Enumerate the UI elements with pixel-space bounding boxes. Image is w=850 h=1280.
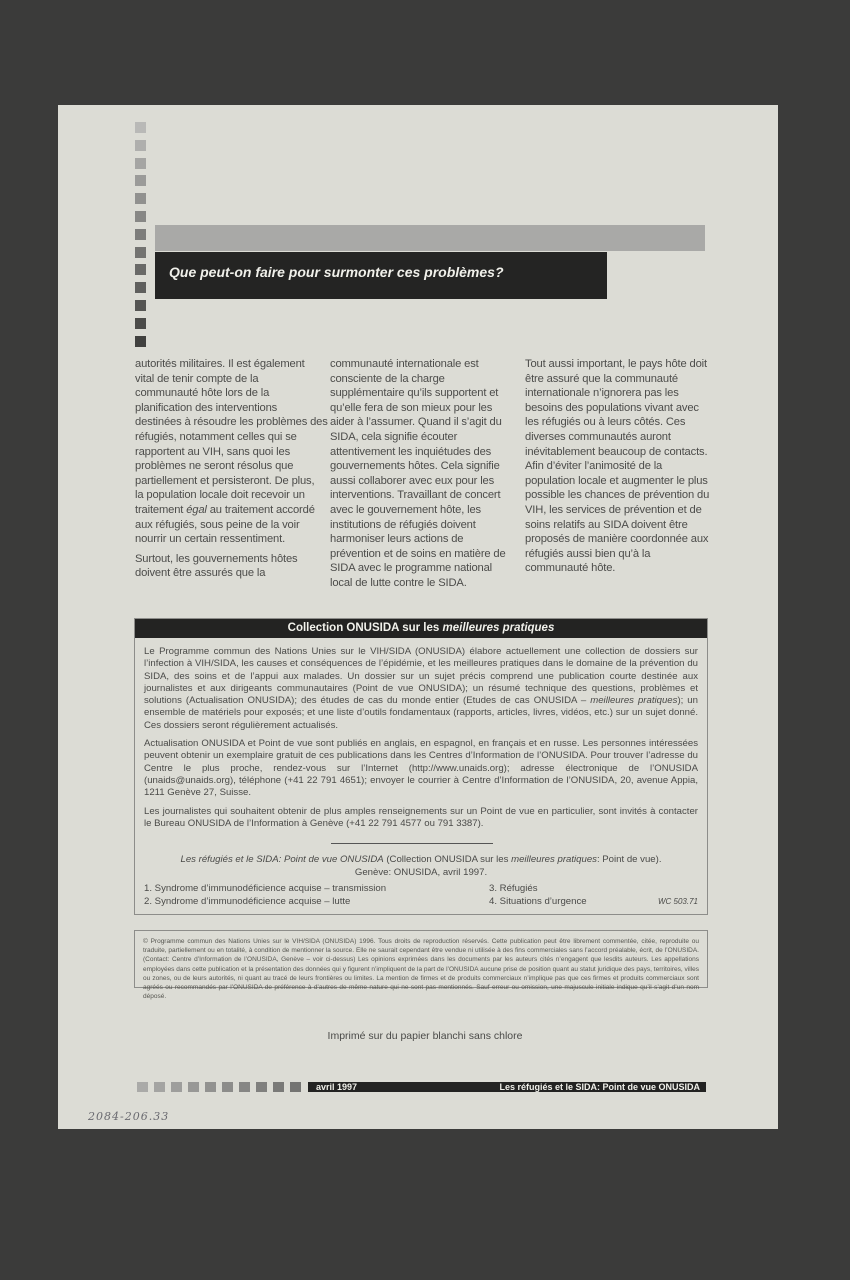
- text-line: diverses communautés auront: [525, 430, 671, 443]
- text-line: réfugiés, notamment celles qui se: [135, 430, 297, 443]
- text-line: SIDA, cela signifie écouter: [330, 430, 458, 443]
- decorative-square: [135, 247, 146, 258]
- text-line: les réfugiés ou à leurs côtés. Ces: [525, 416, 686, 429]
- text-line: communauté internationale est: [330, 358, 479, 370]
- collection-paragraph-3: Les journalistes qui souhaitent obtenir de plus amples renseignements sur un Point de vue en particulier, sont invités à contacter le Bureau ONUSIDA de l’Information à Genève (+41 22 791 4577 ou 791 3387).: [144, 805, 698, 829]
- text-line: traitement égal au traitement accordé: [135, 503, 315, 516]
- text-line: vital de tenir compte de la: [135, 372, 259, 385]
- text-line: interventions. Travaillant de concert: [330, 489, 501, 502]
- text-line: aux réfugiés, sous peine de la voir: [135, 518, 300, 531]
- text-line: VIH, les services de prévention et de: [525, 503, 702, 516]
- text-line: Tout aussi important, le pays hôte doit: [525, 358, 707, 370]
- text-line: autorités militaires. Il est également: [135, 358, 305, 370]
- text-line: Surtout, les gouvernements hôtes: [135, 552, 298, 565]
- text-line: besoins des populations vivant avec: [525, 401, 699, 414]
- decorative-square: [135, 193, 146, 204]
- text-line: Afin d’éviter l’animosité de la: [525, 460, 663, 473]
- text-line: la population locale doit recevoir un: [135, 489, 305, 502]
- keyword-3: 3. Réfugiés: [489, 883, 538, 894]
- text-line: gouvernements hôtes. Cela signifie: [330, 460, 500, 473]
- decorative-square: [135, 300, 146, 311]
- text-line: qu’elle fera de son mieux pour les: [330, 401, 493, 414]
- decorative-square: [135, 282, 146, 293]
- decorative-square: [135, 264, 146, 275]
- text-line: avec le gouvernement hôte, les: [330, 503, 481, 516]
- text-line: partiellement et persisteront. De plus,: [135, 474, 315, 487]
- footer-bar: [308, 1082, 706, 1092]
- decorative-square: [188, 1082, 199, 1092]
- divider: [331, 843, 493, 844]
- decorative-square: [135, 318, 146, 329]
- decorative-square: [137, 1082, 148, 1092]
- keyword-2: 2. Syndrome d’immunodéficience acquise – lutte: [144, 896, 351, 907]
- text-line: consciente de la charge: [330, 372, 445, 385]
- text-line: soins relatifs au SIDA doivent être: [525, 518, 688, 531]
- text-line: inévitablement beaucoup de contacts.: [525, 445, 708, 458]
- decorative-square: [273, 1082, 284, 1092]
- text-line: doivent être assurés que la: [135, 567, 266, 580]
- collection-box: [134, 618, 708, 915]
- text-line: institutions de réfugiés doivent: [330, 518, 476, 531]
- text-line: aussi collaborer avec eux pour les: [330, 474, 495, 487]
- decorative-square: [135, 336, 146, 347]
- decorative-square: [290, 1082, 301, 1092]
- gray-header-bar: [155, 225, 705, 251]
- text-line: rapportent au VIH, sans quoi les: [135, 445, 291, 458]
- text-line: prévention et de soins en matière de: [330, 547, 506, 560]
- text-line: aider à l’assumer. Quand il s’agit du: [330, 416, 502, 429]
- collection-paragraph-2: Actualisation ONUSIDA et Point de vue sont publiés en anglais, en espagnol, en français et en russe. Les personnes intéressées peuvent obtenir un exemplaire gratuit de ces publications dans les Centres d’Information de l’ONUSIDA. Pour trouver l’adresse du Centre le plus proche, rendez-vous sur l’Internet (http://www.unaids.org); adresse électronique de l’ONUSIDA (unaids@unaids.org), téléphone (+41 22 791 4651); envoyer le courrier à Centre d’Information de l’ONUSIDA, 20, avenue Appia, 1211 Genève 27, Suisse.: [144, 738, 698, 799]
- text-line: planification des interventions: [135, 401, 278, 414]
- keyword-1: 1. Syndrome d’immunodéficience acquise – transmission: [144, 883, 387, 894]
- decorative-square: [154, 1082, 165, 1092]
- decorative-square: [135, 229, 146, 240]
- text-line: réfugiés aussi bien qu’à la: [525, 547, 651, 560]
- text-line: supplémentaire qu’ils supportent et: [330, 387, 499, 400]
- collection-paragraph-1: Le Programme commun des Nations Unies sur le VIH/SIDA (ONUSIDA) élabore actuellement une collection de dossiers sur l’infection à VIH/SIDA, les causes et conséquences de l’épidémie, et les meilleures pratiques dans le domaine de la prévention du SIDA, des soins et de l’appui aux malades. Un dossier sur un sujet précis comprend une publication courte destinée aux journalistes et aux dirigeants communautaires (Point de vue ONUSIDA); un résumé technique des questions, problèmes et solutions (Actualisation ONUSIDA); des études de cas du monde entier (Etudes de cas ONUSIDA – meilleures pratiques); un ensemble de matériels pour exposés; et une liste d’outils fondamentaux (rapports, articles, livres, vidéos, etc.) sur un sujet donné. Ces dossiers seront régulièrement actualisés.: [144, 646, 698, 731]
- decorative-square: [135, 211, 146, 222]
- decorative-square: [222, 1082, 233, 1092]
- decorative-square: [239, 1082, 250, 1092]
- footer-date: avril 1997: [316, 1082, 358, 1092]
- decorative-square: [135, 158, 146, 169]
- text-column-3: [525, 357, 715, 576]
- section-heading: Que peut-on faire pour surmonter ces problèmes?: [169, 264, 504, 280]
- text-line: harmoniser leurs actions de: [330, 533, 464, 546]
- text-line: nourrir un certain ressentiment.: [135, 533, 286, 546]
- handwritten-note: 2084-206.33: [88, 1110, 170, 1123]
- copyright-notice: © Programme commun des Nations Unies sur le VIH/SIDA (ONUSIDA) 1996. Tous droits de reproduction réservés. Cette publication peut être librement commentée, citée, reproduite ou traduite, partiellement ou en totalité, à condition de mentionner la source. Elle ne saurait cependant être vendue ni utilisée à des fins commerciales sans l’accord préalable, écrit, de l’ONUSIDA. (Contact: Centre d’Information de l’ONUSIDA, Genève – voir ci-dessus) Les opinions exprimées dans les documents par les auteurs cités n’engagent que lesdits auteurs. Les appellations employées dans cette publication et la présentation des données qui y figurent n’impliquent de la part de l’ONUSIDA aucune prise de position quant au statut juridique des pays, territoires, villes ou zones, ou de leurs autorités, ni quant au tracé de leurs frontières ou limites. La mention de firmes et de produits commerciaux n’implique pas que ces firmes et produits commerciaux sont agréés ou recommandés par l’ONUSIDA de préférence à d’autres de même nature qui ne sont pas mentionnés. Sauf erreur ou omission, une majuscule initiale indique qu’il s’agit d’un nom déposé.: [134, 930, 708, 988]
- text-column-1: [135, 357, 328, 581]
- keyword-4: 4. Situations d’urgence: [489, 896, 587, 907]
- footer-title: Les réfugiés et le SIDA: Point de vue ONUSIDA: [499, 1082, 700, 1092]
- decorative-square: [135, 140, 146, 151]
- text-line: SIDA avec le programme national: [330, 562, 493, 575]
- text-column-2: [330, 357, 520, 591]
- text-line: destinées à résoudre les problèmes des: [135, 416, 328, 429]
- section-heading-box: [155, 252, 607, 299]
- citation: Les réfugiés et le SIDA: Point de vue ONUSIDA (Collection ONUSIDA sur les meilleures pratiques: Point de vue). Genève: ONUSIDA, avril 1997.: [180, 854, 662, 878]
- text-line: être assuré que la communauté: [525, 372, 678, 385]
- text-line: communauté hôte.: [525, 562, 616, 575]
- decorative-square: [135, 175, 146, 186]
- text-line: proposés de manière coordonnée aux: [525, 533, 709, 546]
- text-line: possible les chances de prévention du: [525, 489, 710, 502]
- text-line: attentivement les inquiétudes des: [330, 445, 492, 458]
- decorative-square: [256, 1082, 267, 1092]
- text-line: problèmes ne seront résolus que: [135, 460, 294, 473]
- decorative-square: [135, 122, 146, 133]
- decorative-square: [205, 1082, 216, 1092]
- printed-note: Imprimé sur du papier blanchi sans chlore: [327, 1030, 523, 1042]
- classification-code: WC 503.71: [657, 897, 698, 906]
- text-line: communauté hôte lors de la: [135, 387, 270, 400]
- collection-box-title: Collection ONUSIDA sur les meilleures pratiques: [135, 619, 707, 638]
- text-line: local de lutte contre le SIDA.: [330, 576, 467, 589]
- decorative-square: [171, 1082, 182, 1092]
- text-line: population locale et augmenter le plus: [525, 474, 708, 487]
- collection-description: [144, 646, 698, 836]
- text-line: internationale n’ignorera pas les: [525, 387, 679, 400]
